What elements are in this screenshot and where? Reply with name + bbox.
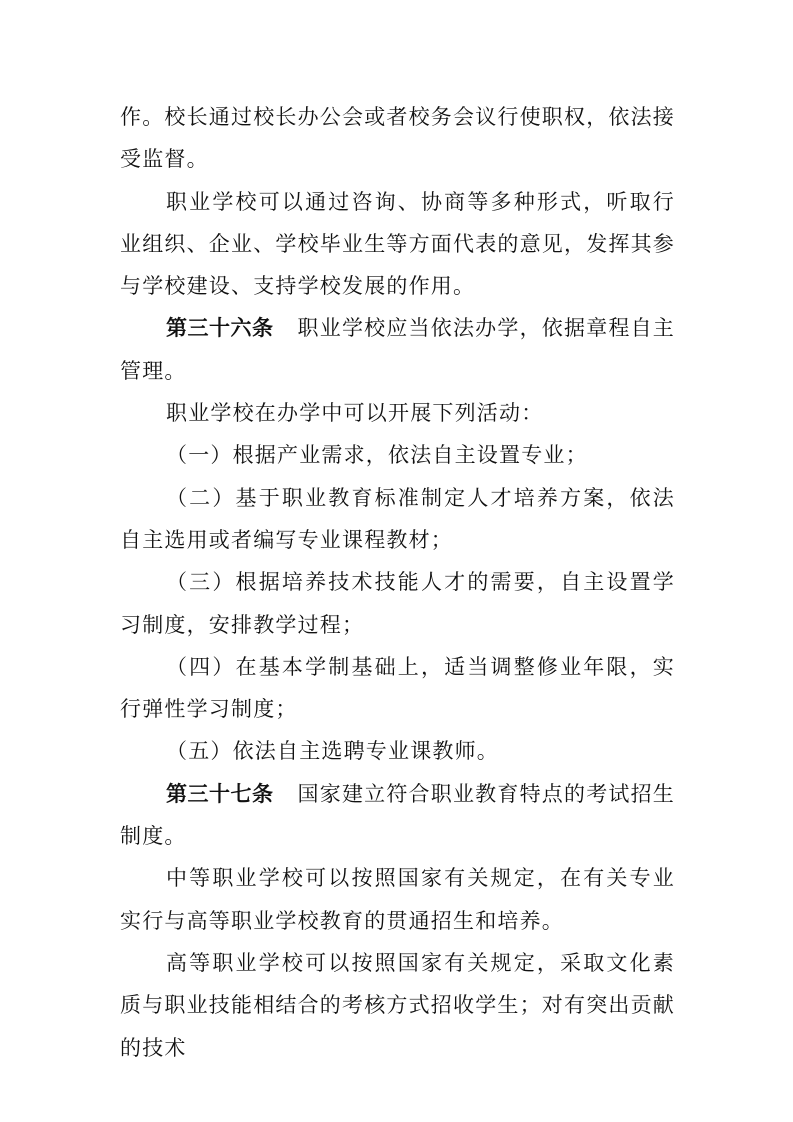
list-item-2: （二）基于职业教育标准制定人才培养方案，依法自主选用或者编写专业课程教材； [120, 485, 675, 552]
paragraph-continuation: 作。校长通过校长办公会或者校务会议行使职权，依法接受监督。 [120, 105, 675, 172]
paragraph-secondary-schools: 中等职业学校可以按照国家有关规定，在有关专业实行与高等职业学校教育的贯通招生和培养。 [120, 866, 675, 933]
paragraph-higher-schools: 高等职业学校可以按照国家有关规定，采取文化素质与职业技能相结合的考核方式招收学生；对有突出贡献的技术 [120, 950, 675, 1060]
article-37 [120, 773, 675, 858]
list-item-1: （一）根据产业需求，依法自主设置专业； [166, 443, 588, 468]
list-item-3: （三）根据培养技术技能人才的需要，自主设置学习制度，安排教学过程； [120, 570, 675, 637]
paragraph-activities-intro: 职业学校在办学中可以开展下列活动： [166, 401, 544, 426]
article-37-text: 国家建立符合职业教育特点的考试招生制度。 [120, 781, 676, 849]
article-37-label: 第三十七条 [166, 781, 274, 806]
list-item-5: （五）依法自主选聘专业课教师。 [166, 739, 499, 764]
document-page [120, 96, 675, 1069]
article-36 [120, 307, 675, 392]
article-36-text: 职业学校应当依法办学，依据章程自主管理。 [120, 316, 676, 383]
list-item-4: （四）在基本学制基础上，适当调整修业年限，实行弹性学习制度； [120, 654, 675, 722]
paragraph-consultation: 职业学校可以通过咨询、协商等多种形式，听取行业组织、企业、学校毕业生等方面代表的意见，发挥其参与学校建设、支持学校发展的作用。 [120, 189, 675, 299]
article-36-label: 第三十六条 [166, 316, 274, 341]
